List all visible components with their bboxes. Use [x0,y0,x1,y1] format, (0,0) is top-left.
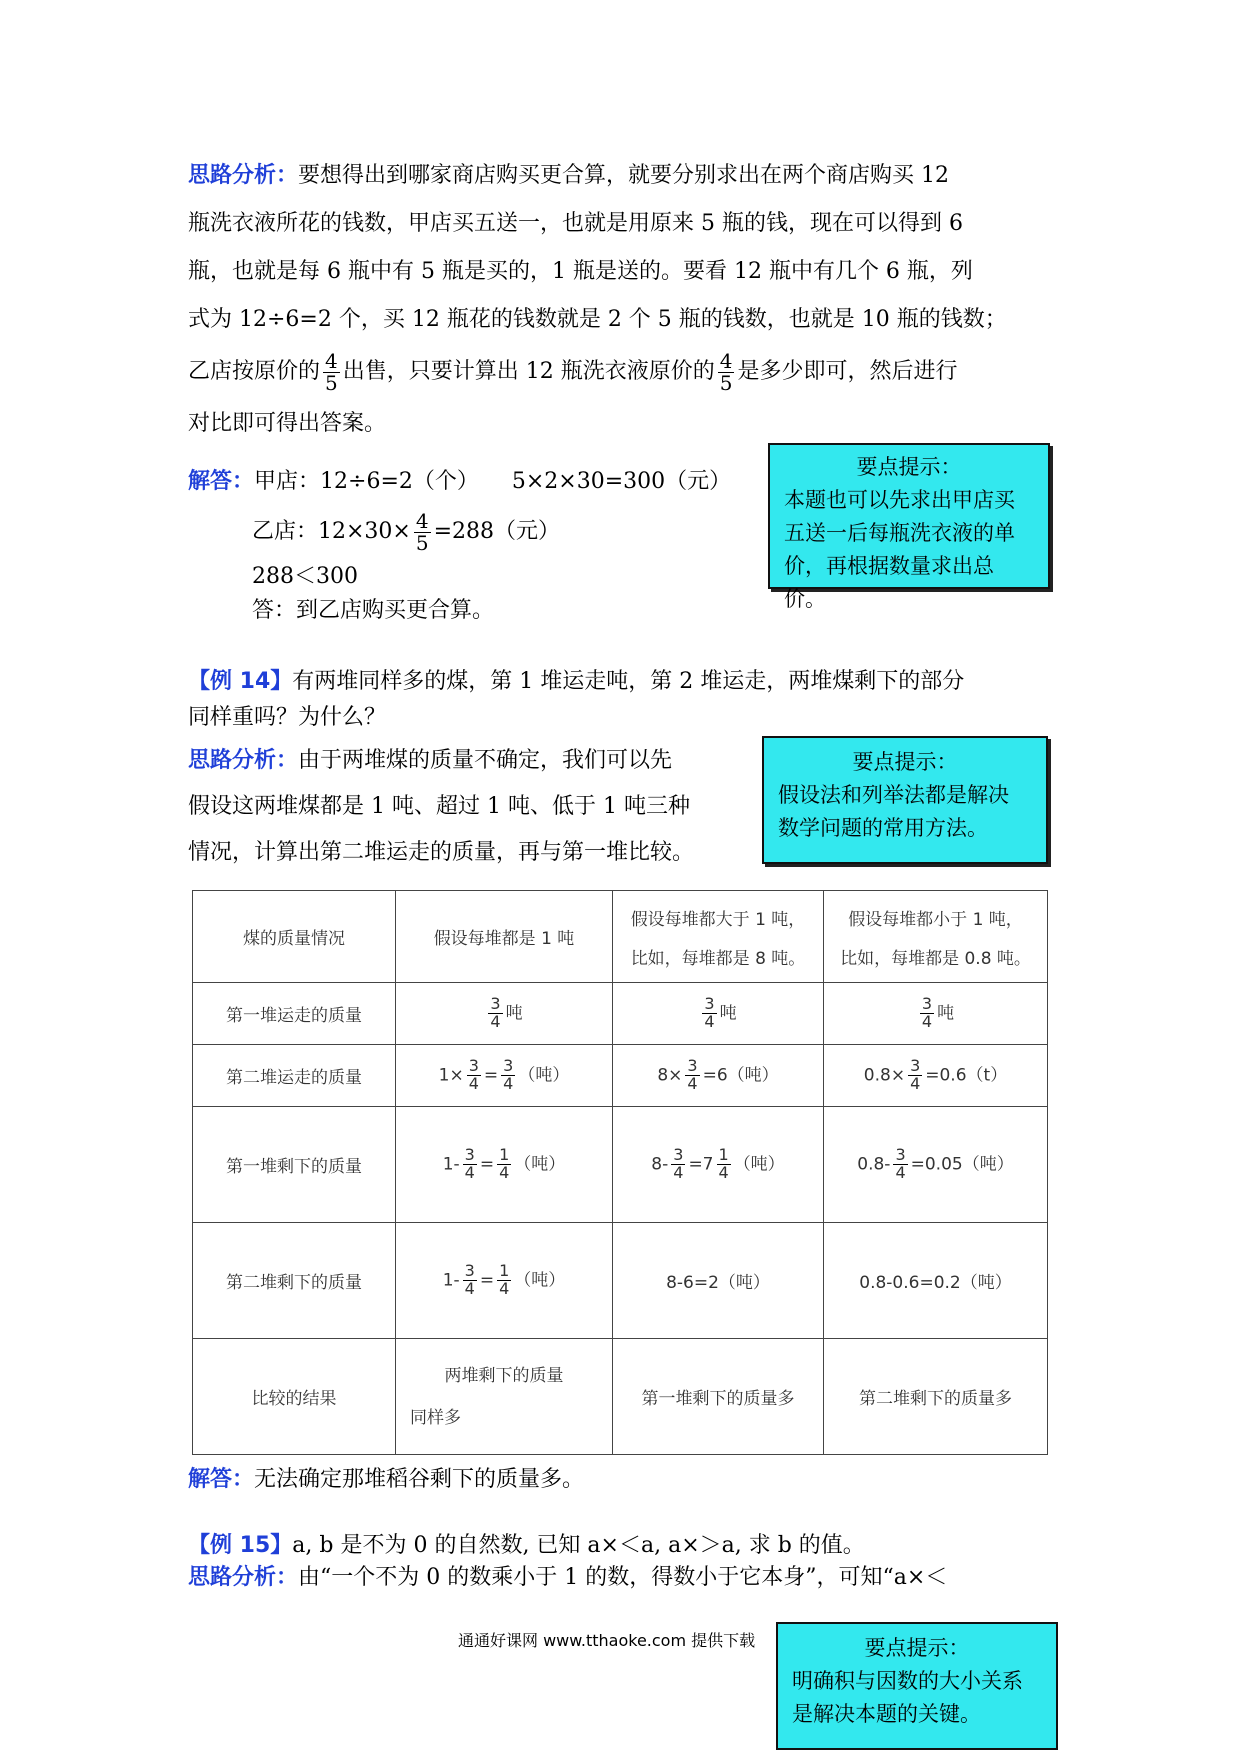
text-line: 瓶，也就是每 6 瓶中有 5 瓶是买的，1 瓶是送的。要看 12 瓶中有几个 6 瓶，列 [188,259,973,284]
tip-title: 要点提示： [852,750,958,774]
table-cell: 第一堆剩下的质量多 [613,1339,824,1455]
table-cell: 8× $\frac{3}{4}$ =6（吨） [613,1045,824,1107]
answer-yi-result: =288（元） [433,519,561,544]
row-label: 第一堆运走的质量 [193,983,396,1045]
answer-text: 无法确定那堆稻谷剩下的质量多。 [254,1467,585,1492]
answer-compare: 288＜300 [252,564,358,589]
example-14 [188,664,1058,736]
table-row [193,1045,1048,1107]
table-row [193,1223,1048,1339]
analysis-label: 思路分析： [188,163,299,188]
text-line: 有两堆同样多的煤，第 1 堆运走吨，第 2 堆运走，两堆煤剩下的部分 [292,669,965,694]
table-row [193,1339,1048,1455]
analysis-label: 思路分析： [188,748,299,773]
text-line: 对比即可得出答案。 [188,411,387,436]
tip-box-3 [776,1622,1058,1750]
fraction: $\frac{4}{5}$ [415,508,429,555]
table-row [193,1107,1048,1223]
tip-line: 明确积与因数的大小关系 [792,1669,1023,1693]
table-cell: 1- $\frac{3}{4}$ = $\frac{1}{4}$ （吨） [396,1107,613,1223]
text-line: 瓶洗衣液所花的钱数，甲店买五送一，也就是用原来 5 瓶的钱，现在可以得到 6 [188,211,963,236]
example-tag: 【例 15】 [188,1533,293,1558]
table-cell: $\frac{3}{4}$ 吨 [824,983,1048,1045]
table-cell: 0.8-0.6=0.2（吨） [824,1223,1048,1339]
table-cell: $\frac{3}{4}$ 吨 [396,983,613,1045]
text-line: 式为 12÷6=2 个，买 12 瓶花的钱数就是 2 个 5 瓶的钱数，也就是 10 瓶的钱数； [188,307,1007,332]
text-line: 情况，计算出第二堆运走的质量，再与第一堆比较。 [188,840,695,865]
table-header: 假设每堆都是 1 吨 [396,891,613,983]
analysis-label: 思路分析： [188,1565,299,1590]
text-line: 由于两堆煤的质量不确定，我们可以先 [298,748,673,773]
answer-conclusion: 答：到乙店购买更合算。 [252,598,495,623]
table-cell: 1× $\frac{3}{4}$ = $\frac{3}{4}$ （吨） [396,1045,613,1107]
comparison-table [192,890,1048,1455]
table-cell: $\frac{3}{4}$ 吨 [613,983,824,1045]
table-cell: 8-6=2（吨） [613,1223,824,1339]
fraction: $\frac{4}{5}$ [719,348,733,395]
tip-title: 要点提示： [856,455,962,479]
table-cell: 两堆剩下的质量 同样多 [396,1339,613,1455]
page-footer: 通通好课网 www.tthaoke.com 提供下载 [458,1631,756,1650]
tip-title: 要点提示： [864,1636,970,1660]
answer-label: 解答： [188,1467,255,1492]
table-header: 假设每堆都小于 1 吨， 比如，每堆都是 0.8 吨。 [824,891,1048,983]
text-line: a, b 是不为 0 的自然数, 已知 a×＜a, a×＞a, 求 b 的值。 [292,1533,865,1558]
table-row [193,983,1048,1045]
tip-line: 是解决本题的关键。 [792,1702,981,1726]
analysis-paragraph-1 [188,152,1058,448]
row-label: 第二堆剩下的质量 [193,1223,396,1339]
tip-box-2 [762,736,1048,864]
answer-block-2 [188,1462,1058,1498]
table-cell: 8- $\frac{3}{4}$ =7 $\frac{1}{4}$ （吨） [613,1107,824,1223]
example-tag: 【例 14】 [188,669,293,694]
text-line: 同样重吗？为什么？ [188,705,387,730]
row-label: 第一堆剩下的质量 [193,1107,396,1223]
text-segment: 是多少即可，然后进行 [737,359,958,384]
tip-line: 假设法和列举法都是解决 [778,783,1009,807]
table-cell: 0.8× $\frac{3}{4}$ =0.6（t） [824,1045,1048,1107]
answer-label: 解答： [188,469,255,494]
tip-line: 本题也可以先求出甲店买 [784,488,1015,512]
text-segment: 出售，只要计算出 12 瓶洗衣液原价的 [342,359,715,384]
table-header: 假设每堆都大于 1 吨， 比如，每堆都是 8 吨。 [613,891,824,983]
tip-box-1 [768,443,1050,611]
table-row [193,891,1048,983]
tip-line: 数学问题的常用方法。 [778,816,988,840]
row-label: 第二堆运走的质量 [193,1045,396,1107]
answer-yi: 乙店：12×30× [252,519,411,544]
table-cell: 1- $\frac{3}{4}$ = $\frac{1}{4}$ （吨） [396,1223,613,1339]
text-line: 假设这两堆煤都是 1 吨、超过 1 吨、低于 1 吨三种 [188,794,690,819]
table-cell: 0.8- $\frac{3}{4}$ =0.05（吨） [824,1107,1048,1223]
analysis-paragraph-2 [188,738,748,876]
answer-jia: 甲店：12÷6=2（个） 5×2×30=300（元） [254,469,732,494]
example-15 [188,1530,1058,1594]
tip-line: 五送一后每瓶洗衣液的单 [784,521,1015,545]
table-header: 煤的质量情况 [193,891,396,983]
text-line: 由“一个不为 0 的数乘小于 1 的数，得数小于它本身”，可知“a×＜ [298,1565,948,1590]
table-cell: 第二堆剩下的质量多 [824,1339,1048,1455]
fraction: $\frac{4}{5}$ [325,348,338,395]
text-line: 要想得出到哪家商店购买更合算，就要分别求出在两个商店购买 12 [298,163,950,188]
row-label: 比较的结果 [193,1339,396,1455]
text-segment: 乙店按原价的 [188,359,321,384]
tip-line: 价，再根据数量求出总价。 [784,554,994,611]
